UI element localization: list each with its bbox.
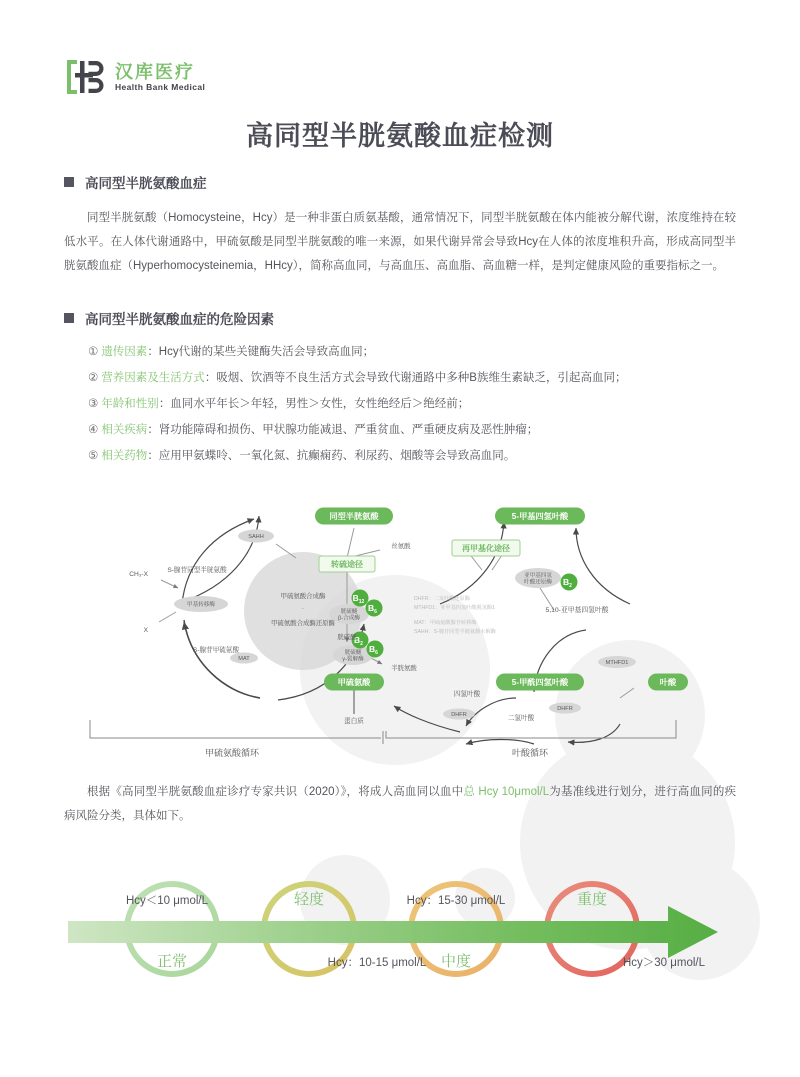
label-cystathionine: 胱硫醚	[337, 633, 357, 641]
node-5-methyl-thf: 5-甲基四氢叶酸	[511, 511, 569, 521]
enzyme-sahh-line: SAHH	[248, 533, 264, 540]
vitamin-b6-cbs: $B_6$	[368, 602, 377, 615]
risk-factor-key: 年龄和性别	[101, 398, 159, 411]
diagram-legend-line: MAT：甲硫氨酸腺苷转移酶	[414, 619, 477, 626]
diagram-legend-line: DHFR：二氢叶酸还原酶	[414, 595, 470, 602]
risk-factor-list	[64, 340, 736, 469]
enzyme-dhfr-1-line: DHFR	[451, 711, 467, 718]
section-heading-label: 高同型半胱氨酸血症	[85, 176, 207, 191]
scale-range-moderate: Hcy：15-30 μmol/L	[406, 895, 506, 908]
node-methionine: 甲硫氨酸	[337, 677, 371, 687]
label-ch3x: CH₃-X	[129, 570, 148, 578]
risk-factor-item	[88, 340, 736, 366]
enzyme-mthfd1-line: MTHFD1	[605, 659, 629, 666]
node-5-formyl-thf: 5-甲酰四氢叶酸	[511, 677, 569, 687]
risk-factor-key: 营养因素及生活方式	[101, 372, 205, 385]
definition-paragraph: 同型半胱氨酸（Homocysteine，Hcy）是一种非蛋白质氨基酸，通常情况下，同型半胱氨酸在体内能被分解代谢，浓度维持在较低水平。在人体代谢通路中，甲硫氨酸是同型半胱氨酸的唯一来源，如果代谢异常会导致Hcy在人体的浓度堆积升高，形成高同型半胱氨酸血症（Hyperhomocysteinemia，HHcy），简称高血同，与高血压、高血脂、高血糖一样，是判定健康风险的重要指标之一。	[64, 212, 736, 273]
enzyme-mthfr-line: 亚甲基四氢	[524, 572, 552, 579]
hb-monogram-icon	[64, 57, 106, 97]
enzyme-dot: ·	[301, 604, 305, 612]
risk-factor-text: ：血同水平年长＞年轻，男性＞女性，女性绝经后＞绝经前；	[158, 398, 470, 411]
vitamin-b2-ms: $B_2$	[354, 634, 363, 647]
section-risk-factors	[64, 308, 736, 469]
risk-factor-text: ：Hcy代谢的某些关键酶失活会导致高血同；	[147, 346, 375, 359]
pathway-transsulfuration: 转硫途径	[331, 559, 363, 569]
enzyme-cbs-line: 胱硫醚	[340, 608, 358, 615]
consensus-suffix: 为基准线进行划分，进行高血同的疾病风险分类，具体如下。	[64, 785, 737, 822]
label-serine: 丝氨酸	[391, 542, 411, 550]
risk-factor-item	[88, 418, 736, 444]
metabolic-pathway-diagram	[64, 492, 736, 770]
risk-factor-index: ④	[88, 424, 99, 437]
diagram-legend-line: SAHH：S-腺苷同型半胱氨酸水解酶	[414, 628, 496, 635]
label-dhf: 二氢叶酸	[507, 714, 535, 722]
severity-scale	[64, 854, 736, 1004]
risk-factor-key: 遗传因素	[101, 346, 148, 359]
caption-folate-cycle: 叶酸循环	[511, 747, 549, 758]
risk-factor-index: ①	[88, 346, 99, 359]
enzyme-msr-label: 甲硫氨酸合成酶还原酶	[271, 619, 335, 627]
enzyme-cbs-line: β-合成酶	[338, 615, 360, 622]
risk-factor-index: ③	[88, 398, 99, 411]
label-cysteine: 半胱氨酸	[391, 664, 417, 672]
scale-range-severe: Hcy＞30 μmol/L	[622, 957, 706, 970]
label-sah: S-腺苷同型半胱氨酸	[167, 566, 227, 574]
bullet-square-icon	[64, 313, 74, 323]
consensus-prefix: 根据《高同型半胱氨酸血症诊疗专家共识（2020）》，将成人高血同以血中	[87, 785, 464, 798]
enzyme-dhfr-2-line: DHFR	[557, 705, 573, 712]
section-definition	[64, 172, 736, 278]
node-folate: 叶酸	[659, 677, 677, 687]
scale-label-normal: 正常	[156, 953, 188, 971]
pathway-remethylation: 再甲基化途径	[462, 543, 510, 553]
scale-range-normal: Hcy＜10 μmol/L	[125, 895, 209, 908]
risk-factor-text: ：肾功能障碍和损伤、甲状腺功能减退、严重贫血、严重硬皮病及恶性肿瘤；	[147, 424, 539, 437]
enzyme-cgl-line: γ-裂解酶	[342, 656, 364, 663]
bullet-square-icon	[64, 177, 74, 187]
label-x: X	[143, 626, 148, 634]
label-methylene-thf: 5,10-亚甲基四氢叶酸	[545, 606, 609, 614]
consensus-note	[64, 780, 736, 828]
scale-label-severe: 重度	[576, 891, 608, 909]
scale-label-mild: 轻度	[293, 891, 325, 909]
vitamin-b2-mthfr: $B_2$	[563, 576, 572, 589]
brand-name-cn: 汉库医疗	[115, 61, 195, 82]
section-heading-label: 高同型半胱氨酸血症的危险因素	[85, 312, 274, 328]
enzyme-methyltransferase-line: 甲基转移酶	[187, 601, 215, 608]
risk-factor-key: 相关疾病	[101, 424, 148, 437]
enzyme-mat-line: MAT	[238, 655, 250, 662]
enzyme-cgl-line: 胱硫醚	[344, 649, 362, 656]
vitamin-b12: $B_{12}$	[352, 592, 365, 605]
risk-factor-key: 相关药物	[101, 449, 148, 462]
risk-factor-text: ：应用甲氨蝶呤、一氧化氮、抗癫痫药、利尿药、烟酸等会导致高血同。	[147, 449, 516, 462]
label-thf: 四氢叶酸	[453, 690, 481, 698]
risk-factor-item	[88, 392, 736, 418]
scale-label-moderate: 中度	[440, 953, 472, 971]
caption-methionine-cycle: 甲硫氨酸循环	[204, 747, 260, 758]
scale-arrow	[68, 906, 718, 958]
label-sam: S-腺苷甲硫氨酸	[192, 646, 240, 654]
risk-factor-index: ②	[88, 372, 99, 385]
brand-logo	[64, 57, 205, 97]
consensus-highlight: 总 Hcy 10μmol/L	[463, 785, 550, 798]
page-title: 高同型半胱氨酸血症检测	[246, 121, 554, 151]
section-heading	[64, 172, 736, 192]
section-heading	[64, 308, 736, 328]
label-protein: 蛋白质	[344, 717, 364, 725]
scale-range-mild: Hcy：10-15 μmol/L	[327, 957, 427, 970]
risk-factor-item	[88, 366, 736, 392]
brand-name-en: Health Bank Medical	[115, 81, 206, 92]
enzyme-ms-label: 甲硫氨酸合成酶	[280, 592, 326, 600]
vitamin-b6-cgl: $B_6$	[369, 643, 378, 656]
node-homocysteine: 同型半胱氨酸	[329, 511, 379, 521]
risk-factor-text: ：吸烟、饮酒等不良生活方式会导致代谢通路中多种B族维生素缺乏，引起高血同；	[204, 372, 627, 385]
risk-factor-index: ⑤	[88, 449, 99, 462]
risk-factor-item	[88, 444, 736, 470]
enzyme-mthfr-line: 叶酸还原酶	[524, 579, 552, 586]
diagram-legend-line: MTHFD1：亚甲基四氢叶酸脱氢酶1	[414, 604, 495, 611]
